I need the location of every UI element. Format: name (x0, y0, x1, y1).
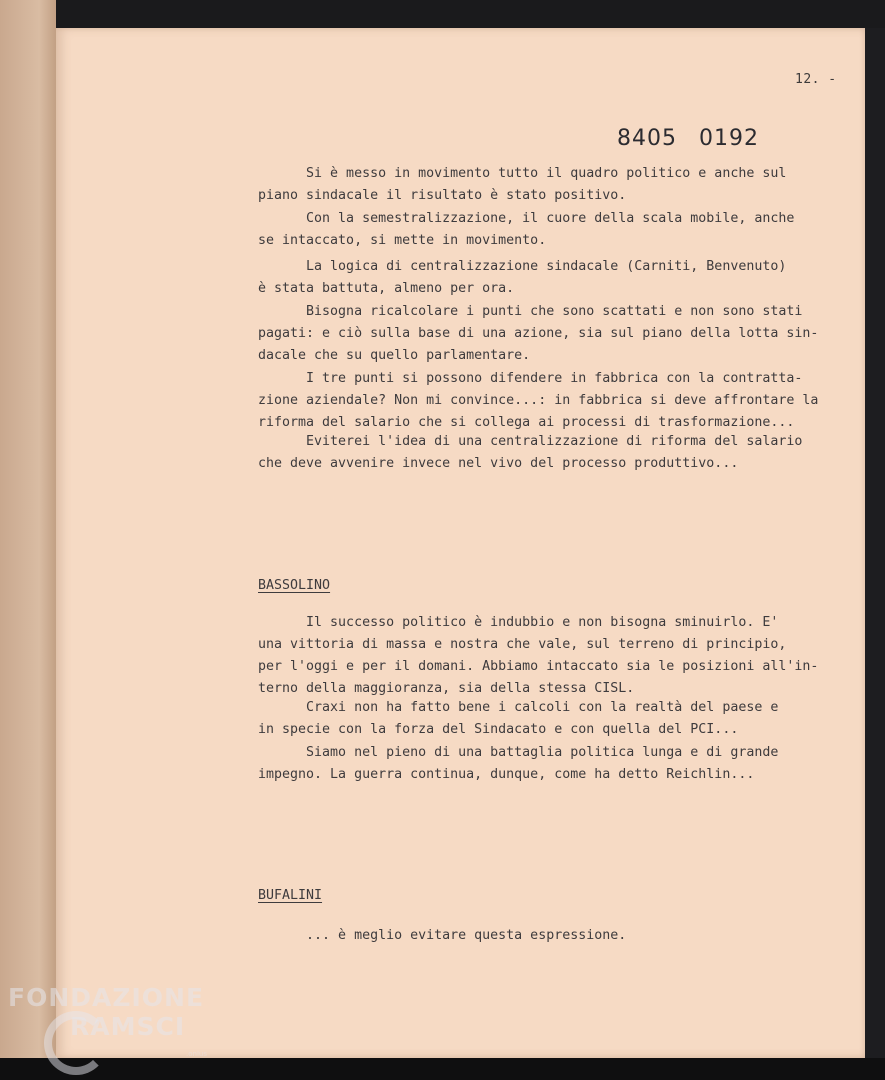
paragraph: Bisogna ricalcolare i punti che sono scattati e non sono stati pagati: e ciò sulla base di una azione, sia sul piano della lotta sin- dacale che su quello parlamentare. (258, 304, 819, 363)
paragraph: Il successo politico è indubbio e non bisogna sminuirlo. E' una vittoria di massa e nostra che vale, sul terreno di principio, per l'oggi e per il domani. Abbiamo intaccato sia le posizioni all'in- terno della maggioranza, sia della stessa CISL. (258, 615, 819, 696)
watermark-g-logo-icon (44, 1011, 108, 1075)
binder-right-edge (865, 28, 885, 1058)
fondazione-gramsci-watermark (8, 983, 228, 1058)
archive-stamp-number: 8405 0192 (617, 126, 759, 151)
speaker-heading: BUFALINI (258, 888, 323, 903)
watermark-line-2: RAMSCI (70, 1012, 186, 1041)
paragraph: La logica di centralizzazione sindacale (Carniti, Benvenuto) è stata battuta, almeno per ora. (258, 259, 787, 296)
page-number: 12. - (795, 72, 837, 87)
binder-top-edge (0, 0, 885, 28)
paragraph: I tre punti si possono difendere in fabbrica con la contratta- zione aziendale? Non mi convince...: in fabbrica si deve affrontare la riforma del salario che si collega ai processi di trasformazione... (258, 371, 819, 430)
binder-left-cover (0, 0, 56, 1080)
paragraph: Si è messo in movimento tutto il quadro politico e anche sul piano sindacale il risultato è stato positivo. (258, 166, 787, 203)
paragraph: Siamo nel pieno di una battaglia politica lunga e di grande impegno. La guerra continua, dunque, come ha detto Reichlin... (258, 745, 779, 782)
speaker-heading: BASSOLINO (258, 578, 331, 593)
paragraph: Eviterei l'idea di una centralizzazione di riforma del salario che deve avvenire invece nel vivo del processo produttivo... (258, 434, 803, 471)
paragraph: Con la semestralizzazione, il cuore della scala mobile, anche se intaccato, si mette in movimento. (258, 211, 795, 248)
paragraph: ... è meglio evitare questa espressione. (258, 928, 627, 943)
watermark-line-1: FONDAZIONE (8, 983, 205, 1012)
paragraph: Craxi non ha fatto bene i calcoli con la realtà del paese e in specie con la forza del Sindacato e con quella del PCI... (258, 700, 779, 737)
binder-bottom-edge (0, 1058, 885, 1080)
watermark-small-text: .onlus (186, 1050, 207, 1058)
